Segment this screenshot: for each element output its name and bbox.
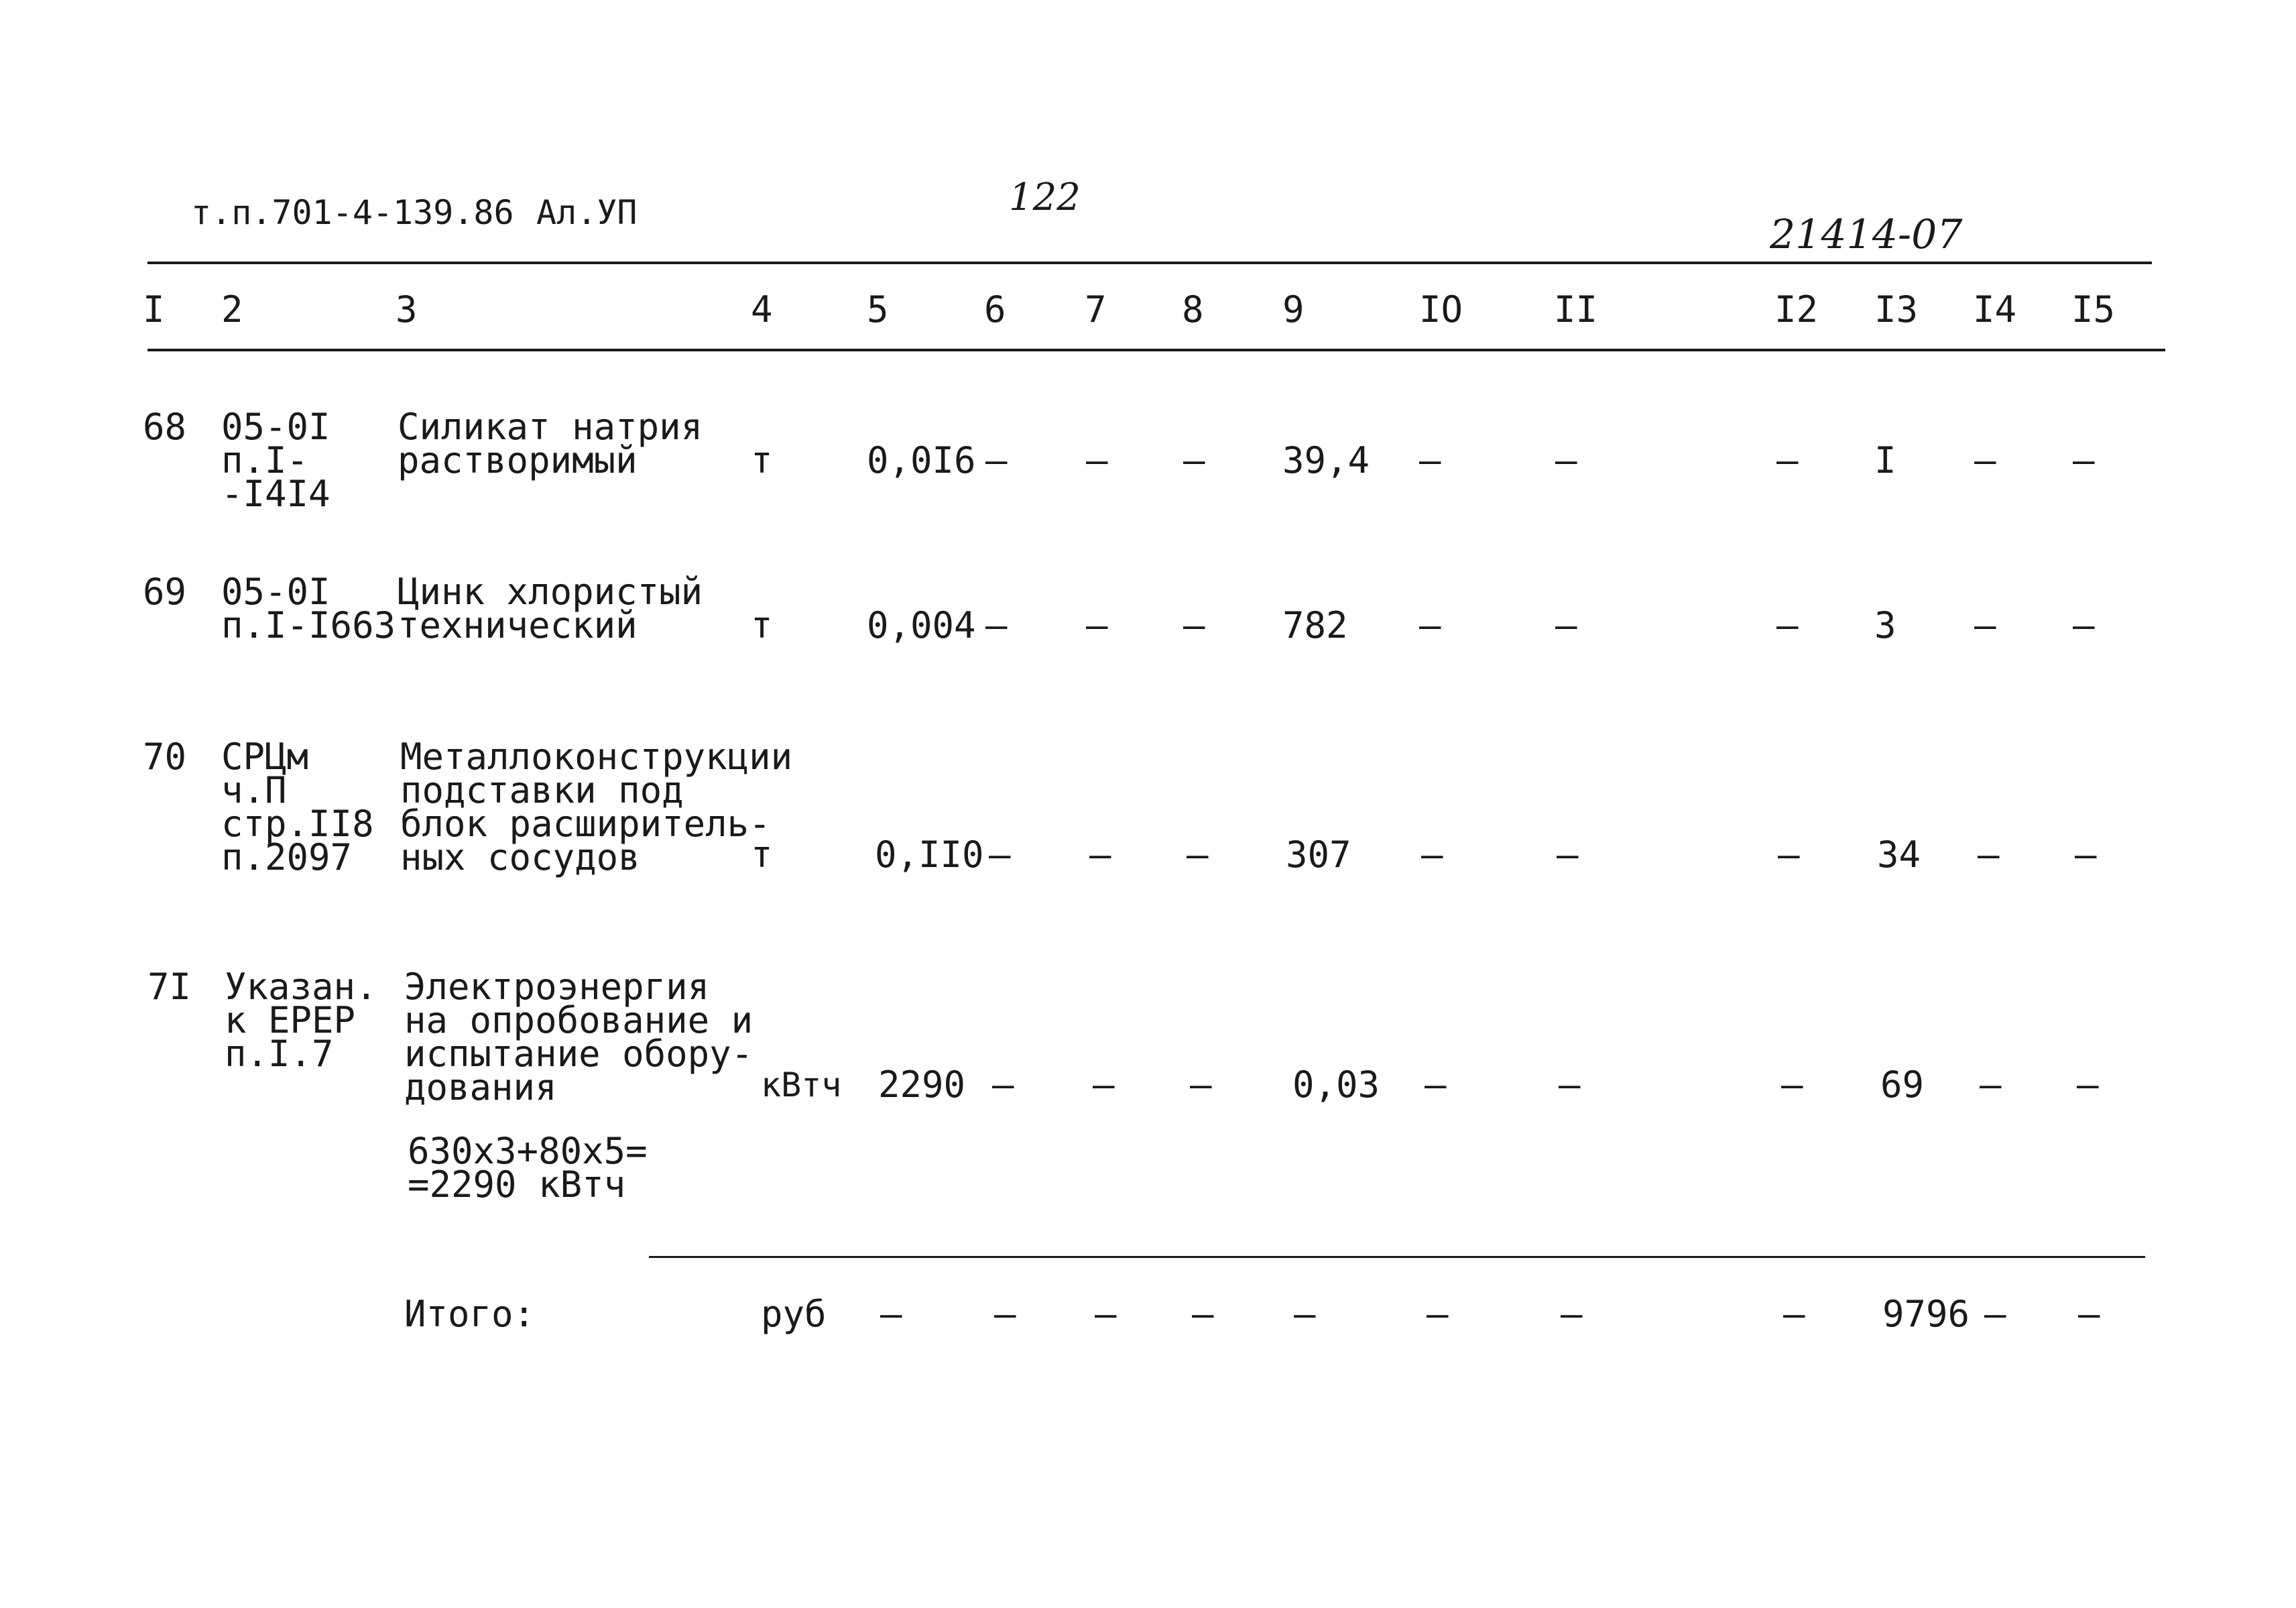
col-11-cell: –	[1555, 439, 1577, 481]
col-13-cell: 34	[1877, 834, 1921, 876]
col-15-cell: –	[2077, 1064, 2099, 1106]
col-12-cell: –	[1778, 834, 1800, 876]
col-7-cell: –	[1086, 604, 1108, 646]
col-10-cell: –	[1421, 834, 1443, 876]
total-separator-rule	[649, 1256, 2145, 1258]
col-11-cell: –	[1555, 604, 1577, 646]
col-10-cell: –	[1419, 439, 1441, 481]
col-15-cell: –	[2075, 834, 2097, 876]
row-number: 7I	[147, 966, 192, 1008]
col-10-header: IO	[1419, 288, 1463, 331]
unit-cell: кВтч	[761, 1066, 842, 1104]
total-col-12: –	[1783, 1293, 1805, 1335]
col-12-cell: –	[1776, 604, 1799, 646]
col-4-header: 4	[751, 288, 773, 331]
col-9-cell: 0,03	[1292, 1064, 1380, 1106]
col-5-cell: 2290	[878, 1064, 966, 1106]
row-name: Цинк хлористый технический	[398, 571, 703, 646]
col-12-cell: –	[1781, 1064, 1803, 1106]
col-8-cell: –	[1183, 439, 1205, 481]
col-14-cell: –	[1980, 1064, 2002, 1106]
total-col-14: –	[1984, 1293, 2006, 1335]
col-9-cell: 307	[1286, 834, 1351, 876]
col-8-cell: –	[1183, 604, 1205, 646]
col-14-header: I4	[1973, 288, 2017, 331]
stamp-number: 21414-07	[1770, 211, 1963, 258]
col-12-cell: –	[1776, 439, 1799, 481]
col-13-cell: I	[1874, 439, 1896, 481]
col-13-cell: 69	[1880, 1064, 1925, 1106]
col-7-cell: –	[1089, 834, 1111, 876]
col-5-header: 5	[867, 288, 889, 331]
col-11-cell: –	[1559, 1064, 1581, 1106]
col-9-header: 9	[1282, 288, 1305, 331]
col-6-cell: –	[985, 439, 1008, 481]
col-10-cell: –	[1425, 1064, 1447, 1106]
document-code: т.п.701-4-139.86	[191, 193, 514, 232]
total-col-7: –	[1095, 1293, 1117, 1335]
total-col-10: –	[1427, 1293, 1449, 1335]
unit-cell: т	[751, 834, 773, 876]
row-number: 68	[143, 406, 187, 448]
total-col-9: –	[1294, 1293, 1316, 1335]
col-14-cell: –	[1974, 604, 1996, 646]
page-number: 122	[1009, 176, 1081, 219]
col-9-cell: 39,4	[1282, 439, 1370, 481]
col-7-cell: –	[1093, 1064, 1115, 1106]
row-name: Электроэнергия на опробование и испытание обору- дования	[404, 966, 753, 1108]
row-code: 05-0I п.I- -I4I4	[221, 406, 330, 515]
col-12-header: I2	[1774, 288, 1819, 331]
row-name: Силикат натрия растворимый	[398, 406, 703, 481]
col-9-cell: 782	[1282, 604, 1348, 646]
row-name: Металлоконструкции подставки под блок расширитель- ных сосудов	[400, 736, 793, 878]
col-6-cell: –	[985, 604, 1008, 646]
col-6-cell: –	[992, 1064, 1014, 1106]
total-col-6: –	[994, 1293, 1016, 1335]
col-6-header: 6	[984, 288, 1006, 331]
row-number: 69	[143, 571, 187, 613]
col-8-cell: –	[1187, 834, 1209, 876]
total-col-15: –	[2078, 1293, 2100, 1335]
col-2-header: 2	[221, 288, 243, 331]
total-col-13: 9796	[1882, 1293, 1970, 1335]
col-5-cell: 0,II0	[875, 834, 984, 876]
col-6-cell: –	[989, 834, 1011, 876]
col-8-cell: –	[1190, 1064, 1212, 1106]
total-label: Итого:	[404, 1293, 536, 1335]
col-11-header: II	[1554, 288, 1598, 331]
album-label: Ал.УП	[536, 193, 638, 232]
unit-cell: т	[751, 439, 773, 481]
row-code: СРЦм ч.П стр.II8 п.2097	[221, 736, 374, 878]
total-unit: руб	[761, 1293, 827, 1335]
col-15-header: I5	[2071, 288, 2116, 331]
col-13-cell: 3	[1874, 604, 1896, 646]
col-11-cell: –	[1557, 834, 1579, 876]
total-col-8: –	[1192, 1293, 1214, 1335]
col-14-cell: –	[1978, 834, 2000, 876]
col-5-cell: 0,004	[867, 604, 976, 646]
col-3-header: 3	[396, 288, 418, 331]
row-code: 05-0I п.I-I663	[221, 571, 396, 646]
total-col-11: –	[1561, 1293, 1583, 1335]
col-1-header: I	[143, 288, 165, 331]
col-7-cell: –	[1086, 439, 1108, 481]
total-col-5: –	[880, 1293, 902, 1335]
header-bottom-rule	[147, 349, 2165, 351]
col-15-cell: –	[2073, 439, 2095, 481]
col-7-header: 7	[1085, 288, 1107, 331]
col-15-cell: –	[2073, 604, 2095, 646]
unit-cell: т	[751, 604, 773, 646]
calculation-note: 630х3+80х5= =2290 кВтч	[408, 1130, 648, 1206]
col-14-cell: –	[1974, 439, 1996, 481]
col-8-header: 8	[1182, 288, 1204, 331]
col-5-cell: 0,0I6	[867, 439, 976, 481]
col-10-cell: –	[1419, 604, 1441, 646]
row-number: 70	[143, 736, 187, 778]
col-13-header: I3	[1874, 288, 1919, 331]
row-code: Указан. к ЕРЕР п.I.7	[225, 966, 377, 1075]
header-top-rule	[147, 262, 2152, 264]
